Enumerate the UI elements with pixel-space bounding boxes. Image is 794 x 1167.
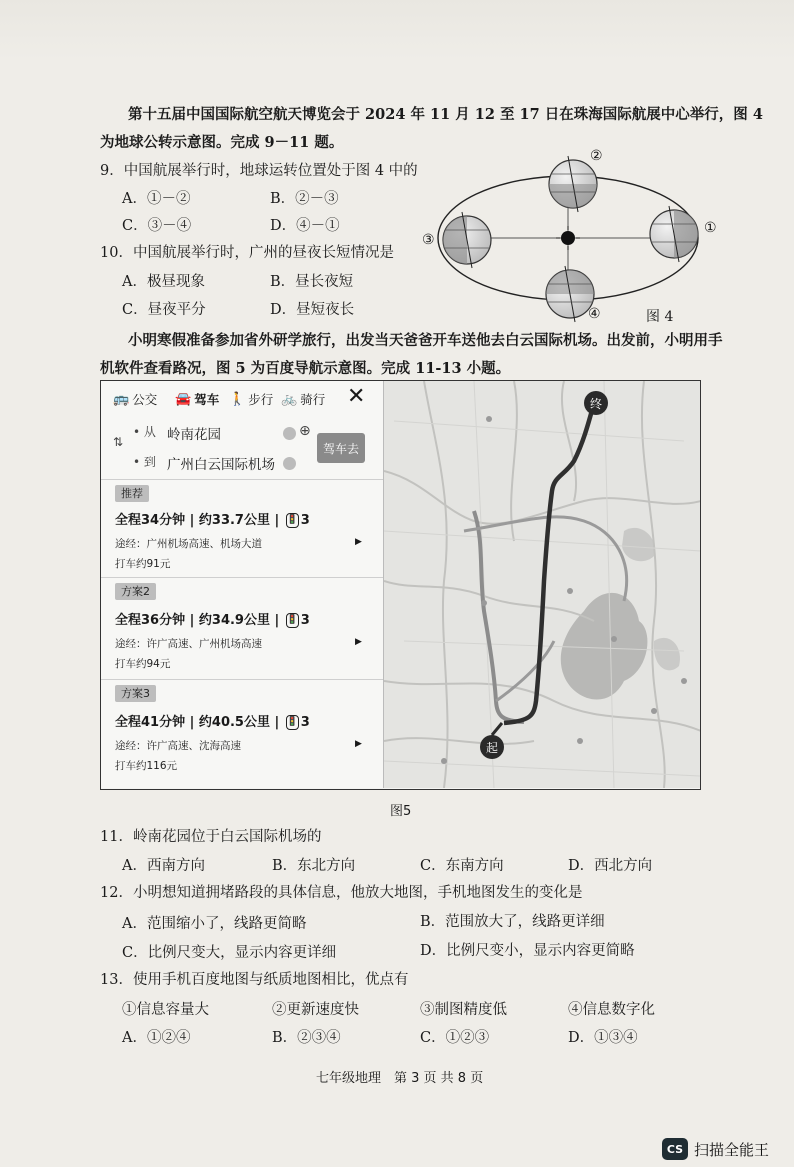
svg-text:终: 终 — [589, 397, 603, 411]
transport-tabs — [101, 381, 383, 419]
clear-icon[interactable] — [283, 427, 296, 440]
orbit-diagram — [418, 148, 728, 328]
q9-option-a[interactable]: A．①－② — [122, 191, 191, 207]
route-map[interactable] — [383, 381, 700, 788]
q10-option-a[interactable]: A．极昼现象 — [122, 274, 205, 290]
divider — [101, 679, 383, 680]
route-panel — [101, 381, 383, 788]
tab-drive[interactable]: 🚘 驾车 — [175, 391, 220, 407]
q9-stem: 9．中国航展举行时，地球运转位置处于图 4 中的 — [100, 163, 418, 179]
q12-option-a[interactable]: A．范围缩小了，线路更简略 — [122, 916, 307, 932]
earth-position-1 — [650, 206, 698, 262]
svg-text:起: 起 — [485, 741, 499, 755]
bike-icon: 🚲 — [281, 391, 298, 407]
earth-orbit-figure — [418, 148, 728, 328]
from-prefix: • 从 — [133, 425, 156, 439]
route-tag: 方案2 — [115, 583, 156, 600]
page-shading — [0, 0, 794, 60]
tab-bike[interactable]: 🚲 骑行 — [281, 391, 326, 407]
route-summary[interactable]: 全程41分钟 | 约40.5公里 | 🚦 3 — [115, 715, 310, 730]
q9-option-c[interactable]: C．③－④ — [122, 218, 192, 234]
route-summary[interactable]: 全程34分钟 | 约33.7公里 | 🚦 3 — [115, 513, 310, 528]
add-waypoint-icon[interactable]: ⊕ — [299, 423, 311, 439]
clear-icon[interactable] — [283, 457, 296, 470]
traffic-light-icon: 🚦 — [286, 715, 299, 730]
divider — [101, 479, 383, 480]
traffic-light-icon: 🚦 — [286, 613, 299, 628]
tab-walk[interactable]: 🚶 步行 — [229, 391, 274, 407]
earth-position-4 — [546, 266, 594, 322]
earth-position-3 — [443, 212, 491, 268]
traffic-light-icon: 🚦 — [286, 513, 299, 528]
walk-icon: 🚶 — [229, 391, 246, 407]
q9-option-b[interactable]: B．②－③ — [270, 191, 339, 207]
swap-icon[interactable]: ⇅ — [113, 435, 124, 449]
intro-line-3: 小明寒假准备参加省外研学旅行，出发当天爸爸开车送他去白云国际机场。出发前，小明用手 — [128, 332, 723, 349]
page-footer: 七年级地理 第 3 页 共 8 页 — [316, 1071, 484, 1086]
position-label-1: ① — [704, 220, 717, 236]
route-fare: 打车约116元 — [115, 760, 178, 772]
route-via: 途经：许广高速、沈海高速 — [115, 740, 241, 752]
earth-position-2 — [549, 156, 597, 212]
q11-option-b[interactable]: B．东北方向 — [272, 858, 356, 874]
to-input[interactable]: 广州白云国际机场 — [167, 457, 275, 473]
position-label-3: ③ — [422, 232, 435, 248]
q13-item-1: ①信息容量大 — [122, 1002, 209, 1018]
route-tag: 推荐 — [115, 485, 149, 502]
q11-option-d[interactable]: D．西北方向 — [568, 858, 653, 874]
q13-option-c[interactable]: C．①②③ — [420, 1030, 490, 1046]
navigation-screenshot — [100, 380, 701, 790]
route-summary[interactable]: 全程36分钟 | 约34.9公里 | 🚦 3 — [115, 613, 310, 628]
close-icon[interactable]: ✕ — [347, 384, 366, 409]
q12-option-c[interactable]: C．比例尺变大，显示内容更详细 — [122, 945, 337, 961]
position-label-2: ② — [590, 148, 603, 164]
fig5-caption: 图5 — [390, 804, 412, 819]
route-fare: 打车约91元 — [115, 558, 171, 570]
q9-option-d[interactable]: D．④－① — [270, 218, 340, 234]
route-fare: 打车约94元 — [115, 658, 171, 670]
q11-stem: 11．岭南花园位于白云国际机场的 — [100, 829, 322, 845]
q13-option-a[interactable]: A．①②④ — [122, 1030, 191, 1046]
start-marker — [480, 735, 504, 759]
end-marker — [584, 391, 608, 415]
sun — [561, 231, 575, 245]
q11-option-c[interactable]: C．东南方向 — [420, 858, 504, 874]
q10-option-b[interactable]: B．昼长夜短 — [270, 274, 354, 290]
route-via: 途经：许广高速、广州机场高速 — [115, 638, 262, 650]
q12-option-d[interactable]: D．比例尺变小，显示内容更简略 — [420, 943, 635, 959]
intro-line-2: 为地球公转示意图。完成 9－11 题。 — [100, 134, 344, 151]
q13-item-3: ③制图精度低 — [420, 1002, 507, 1018]
chevron-right-icon[interactable]: ▶ — [355, 537, 362, 547]
q12-stem: 12．小明想知道拥堵路段的具体信息，他放大地图，手机地图发生的变化是 — [100, 885, 583, 901]
q10-option-c[interactable]: C．昼夜平分 — [122, 302, 206, 318]
bus-icon: 🚌 — [113, 391, 130, 407]
q13-stem: 13．使用手机百度地图与纸质地图相比，优点有 — [100, 972, 409, 988]
fig4-caption: 图 4 — [646, 309, 674, 325]
q10-stem: 10．中国航展举行时，广州的昼夜长短情况是 — [100, 245, 394, 261]
map-canvas — [384, 381, 701, 788]
camscanner-logo: CS — [662, 1138, 688, 1160]
drive-go-button[interactable]: 驾车去 — [317, 433, 365, 463]
from-input[interactable]: 岭南花园 — [167, 427, 221, 443]
intro-line-1: 第十五届中国国际航空航天博览会于 2024 年 11 月 12 至 17 日在珠海国际航展中心举行，图 4 — [128, 106, 763, 123]
divider — [101, 577, 383, 578]
q13-item-2: ②更新速度快 — [272, 1002, 359, 1018]
q13-item-4: ④信息数字化 — [568, 1002, 655, 1018]
watermark-text: 扫描全能王 — [694, 1140, 770, 1159]
q12-option-b[interactable]: B．范围放大了，线路更详细 — [420, 914, 605, 930]
chevron-right-icon[interactable]: ▶ — [355, 739, 362, 749]
q10-option-d[interactable]: D．昼短夜长 — [270, 302, 355, 318]
car-icon: 🚘 — [175, 391, 192, 407]
tab-bus[interactable]: 🚌 公交 — [113, 391, 158, 407]
q11-option-a[interactable]: A．西南方向 — [122, 858, 205, 874]
chevron-right-icon[interactable]: ▶ — [355, 637, 362, 647]
q13-option-d[interactable]: D．①③④ — [568, 1030, 638, 1046]
route-via: 途经：广州机场高速、机场大道 — [115, 538, 262, 550]
position-label-4: ④ — [588, 306, 601, 322]
to-prefix: • 到 — [133, 455, 156, 469]
route-tag: 方案3 — [115, 685, 156, 702]
scanner-watermark — [662, 1138, 769, 1160]
intro-line-4: 机软件查看路况，图 5 为百度导航示意图。完成 11-13 小题。 — [100, 360, 511, 377]
q13-option-b[interactable]: B．②③④ — [272, 1030, 341, 1046]
